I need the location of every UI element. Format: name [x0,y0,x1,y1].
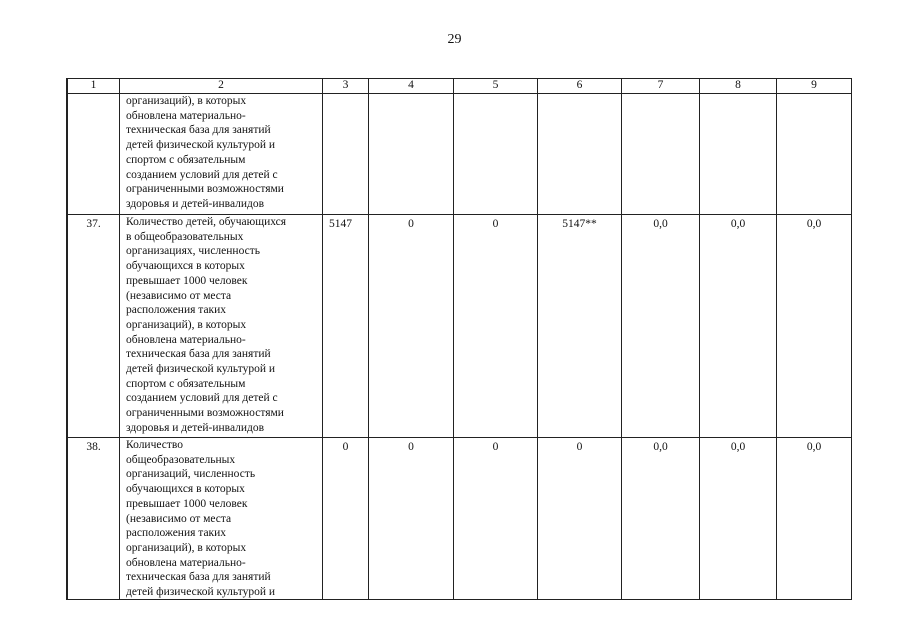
table-row [68,94,852,215]
cell-col7 [622,94,700,215]
table-row [68,438,852,601]
data-table-container [66,78,852,600]
row-number [68,94,120,215]
cell-col7: 0,0 [622,438,700,601]
row-number: 38. [68,438,120,601]
cell-col3: 5147 [323,215,369,438]
cell-col9 [777,94,852,215]
cell-col3 [323,94,369,215]
row-number: 37. [68,215,120,438]
column-header: 3 [323,79,369,94]
table-row [68,215,852,438]
column-header: 7 [622,79,700,94]
page-number: 29 [447,32,462,47]
column-header: 6 [538,79,622,94]
cell-col6: 0 [538,438,622,601]
cell-col6: 5147** [538,215,622,438]
cell-col9: 0,0 [777,438,852,601]
column-header: 8 [700,79,777,94]
cell-col4: 0 [369,215,454,438]
cell-col5: 0 [454,215,538,438]
column-header: 5 [454,79,538,94]
column-header: 1 [68,79,120,94]
cell-col9: 0,0 [777,215,852,438]
cell-col4 [369,94,454,215]
row-description: Количество детей, обучающихся в общеобразовательных организациях, численность обучающихся в которых превышает 1000 человек (независимо от места расположения таких организаций), в которых обновлена материально- техническая база для занятий детей физической культурой и спортом с обязательным созданием условий для детей с ограниченными возможностями здоровья и детей-инвалидов [120,215,323,438]
column-header: 9 [777,79,852,94]
row-description: Количество общеобразовательных организаций, численность обучающихся в которых превышает 1000 человек (независимо от места расположения таких организаций), в которых обновлена материально- техническая база для занятий детей физической культурой и [120,438,323,601]
data-table [67,78,852,600]
cell-col4: 0 [369,438,454,601]
cell-col5 [454,94,538,215]
row-description: организаций), в которых обновлена материально- техническая база для занятий детей физической культурой и спортом с обязательным созданием условий для детей с ограниченными возможностями здоровья и детей-инвалидов [120,94,323,215]
cell-col6 [538,94,622,215]
table-header-row [68,79,852,94]
cell-col3: 0 [323,438,369,601]
column-header: 4 [369,79,454,94]
column-header: 2 [120,79,323,94]
cell-col7: 0,0 [622,215,700,438]
cell-col8 [700,94,777,215]
cell-col8: 0,0 [700,438,777,601]
cell-col5: 0 [454,438,538,601]
cell-col8: 0,0 [700,215,777,438]
